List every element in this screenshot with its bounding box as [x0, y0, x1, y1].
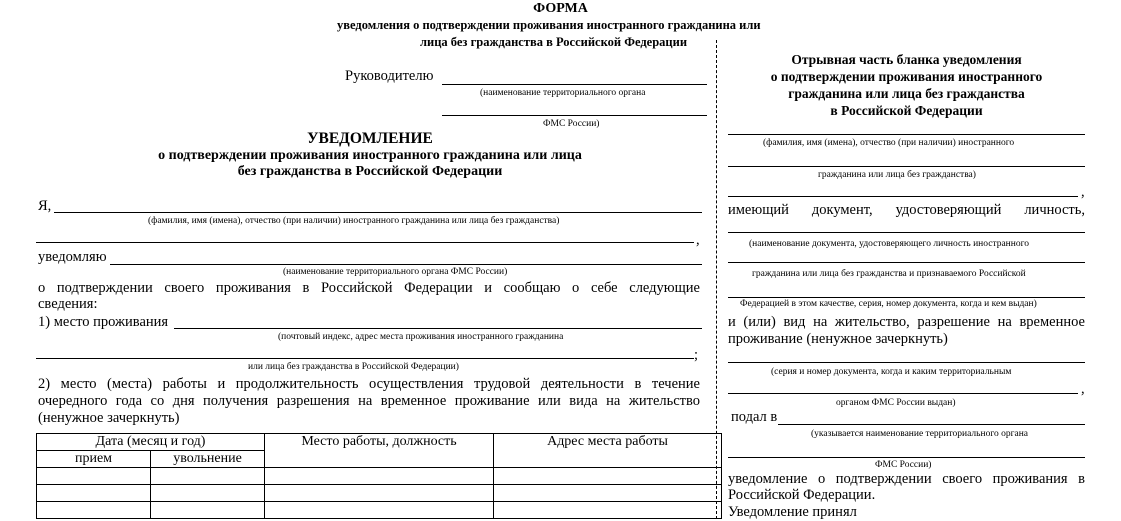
form-label: ФОРМА	[533, 1, 588, 16]
rukovoditel-label: Руководителю	[345, 68, 434, 84]
fio-hint: (фамилия, имя (имена), отчество (при наличии) иностранного гражданина или лица без гражданства)	[148, 216, 560, 226]
tearoff-notice-line1: уведомление о подтверждении своего проживания в	[728, 471, 1085, 487]
tearoff-doc-field-3[interactable]	[728, 297, 1085, 298]
residence-field[interactable]	[174, 328, 702, 329]
col-place-header: Место работы, должность	[265, 434, 494, 468]
item2-line1: 2) место (места) работы и продолжительность осуществления трудовой деятельности в течение	[38, 376, 700, 392]
col-address-header: Адрес места работы	[494, 434, 722, 468]
tearoff-doc-line: имеющий документ, удостоверяющий личность,	[728, 202, 1085, 218]
form-subtitle-line2: лица без гражданства в Российской Федерации	[420, 35, 688, 49]
tearoff-vid-line1: и (или) вид на жительство, разрешение на временное	[728, 314, 1085, 330]
tearoff-doc-field-2[interactable]	[728, 262, 1085, 263]
tearoff-notice-line2: Российской Федерации.	[728, 487, 876, 503]
para1-line2: сведения:	[38, 296, 98, 312]
tearoff-accepted: Уведомление принял	[728, 504, 857, 520]
item1-hint1: (почтовый индекс, адрес места проживания иностранного гражданина	[278, 332, 564, 342]
item1-hint2: или лица без гражданства в Российской Федерации)	[248, 362, 459, 372]
tearoff-podal-label: подал в	[731, 409, 778, 425]
work-table	[36, 433, 722, 519]
item2-line3: (ненужное зачеркнуть)	[38, 410, 180, 426]
tearoff-doc-hint3: Федерацией в этом качестве, серия, номер документа, когда и кем выдан)	[740, 299, 1037, 309]
tearoff-series-field-2[interactable]	[728, 393, 1078, 394]
tearoff-podal-hint2: ФМС России)	[875, 460, 932, 470]
tearoff-title-line4: в Российской Федерации	[830, 103, 983, 118]
table-row	[37, 502, 722, 519]
ya-label: Я,	[38, 198, 52, 214]
tearoff-vid-line2: проживание (ненужное зачеркнуть)	[728, 331, 948, 347]
notice-title-sub1: о подтверждении проживания иностранного гражданина или лица	[158, 148, 582, 163]
tearoff-title-line2: о подтверждении проживания иностранного	[770, 69, 1043, 84]
notice-title: УВЕДОМЛЕНИЕ	[307, 130, 433, 147]
residence-field-2[interactable]	[36, 358, 694, 359]
territorial-organ-hint: (наименование территориального органа	[480, 88, 646, 98]
notice-title-sub2: без гражданства в Российской Федерации	[237, 164, 503, 179]
tearoff-series-hint1: (серия и номер документа, когда и каким территориальным	[771, 367, 1012, 377]
tearoff-fio-field-2[interactable]	[728, 166, 1085, 167]
tearoff-doc-hint1: (наименование документа, удостоверяющего личность иностранного	[749, 239, 1030, 249]
table-row	[37, 468, 722, 485]
col-date-header: Дата (месяц и год)	[37, 434, 265, 451]
tearoff-fio-hint1: (фамилия, имя (имена), отчество (при наличии) иностранного	[763, 138, 1015, 148]
fio-field[interactable]	[54, 212, 702, 213]
tearoff-podal-field-2[interactable]	[728, 457, 1085, 458]
tearoff-fio-field[interactable]	[728, 134, 1085, 135]
tearoff-series-field[interactable]	[728, 362, 1085, 363]
tearoff-title-line3: гражданина или лица без гражданства	[788, 86, 1025, 101]
semicolon: ;	[694, 347, 699, 363]
item2-line2: очередного года со дня получения разрешения на временное проживание или вида на жительство	[38, 393, 700, 409]
col-priem-header: прием	[37, 451, 151, 468]
tearoff-podal-hint1: (указывается наименование территориального органа	[811, 429, 1029, 439]
uvedomlyayu-label: уведомляю	[38, 249, 107, 265]
territorial-organ-field[interactable]	[442, 115, 707, 116]
para1-line1: о подтверждении своего проживания в Российской Федерации и сообщаю о себе следующие	[38, 280, 700, 296]
tearoff-comma1: ,	[1081, 184, 1085, 200]
item1-label: 1) место проживания	[38, 314, 169, 330]
tearoff-fio-hint2: гражданина или лица без гражданства)	[818, 170, 976, 180]
tearoff-podal-field[interactable]	[778, 424, 1085, 425]
tearoff-doc-hint2: гражданина или лица без гражданства и признаваемого Российской	[752, 269, 1026, 279]
col-uvolnenie-header: увольнение	[151, 451, 265, 468]
comma: ,	[696, 232, 700, 248]
uvedomlyayu-hint: (наименование территориального органа ФМС России)	[283, 267, 508, 277]
fms-hint: ФМС России)	[543, 119, 600, 129]
form-subtitle-line1: уведомления о подтверждении проживания иностранного гражданина или	[337, 18, 761, 32]
fio-field-2[interactable]	[36, 242, 694, 243]
uvedomlyayu-field[interactable]	[110, 264, 702, 265]
tearoff-title-line1: Отрывная часть бланка уведомления	[791, 52, 1022, 67]
tearoff-comma2: ,	[1081, 381, 1085, 397]
tearoff-series-hint2: органом ФМС России выдан)	[836, 398, 956, 408]
tearoff-doc-field[interactable]	[728, 232, 1085, 233]
tear-off-separator	[716, 40, 717, 519]
rukovoditel-field[interactable]	[442, 84, 707, 85]
table-row	[37, 485, 722, 502]
tearoff-fio-field-3[interactable]	[728, 196, 1078, 197]
